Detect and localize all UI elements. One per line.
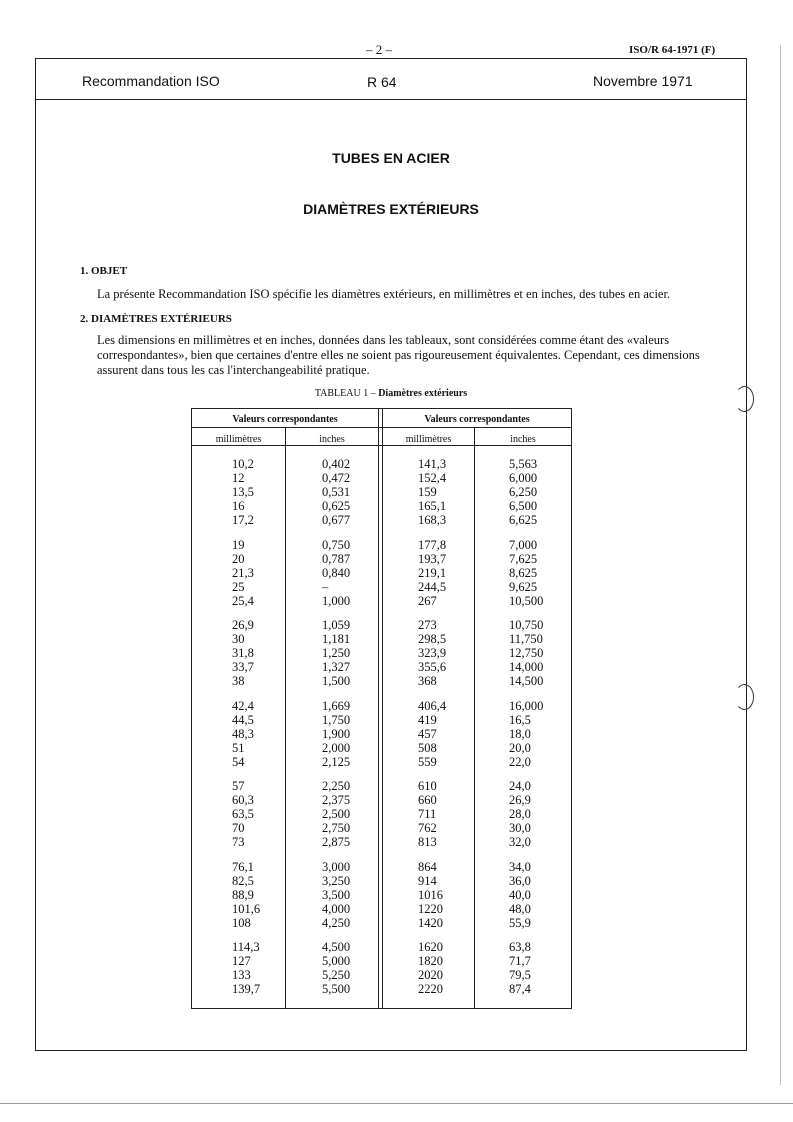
group-gap xyxy=(322,688,350,699)
table-cell: 0,472 xyxy=(322,471,351,485)
table-cell: 2,125 xyxy=(322,754,351,769)
table-cell: 42,4 xyxy=(232,698,254,713)
page-frame xyxy=(35,58,747,1051)
table-cell: 13,5 xyxy=(232,485,254,499)
table-cell: 2,375 xyxy=(322,793,351,807)
table-cell: 1,900 xyxy=(322,726,351,741)
table-cell: 1,181 xyxy=(322,632,351,646)
table-cell: 6,250 xyxy=(509,485,538,499)
table-cell: 7,000 xyxy=(509,537,538,552)
table-cell: 87,4 xyxy=(509,982,531,996)
table-cell: 18,0 xyxy=(509,726,531,741)
table-cell: 20 xyxy=(232,551,245,566)
group-gap xyxy=(322,608,350,619)
group-gap xyxy=(509,608,543,619)
table-cell: 1,000 xyxy=(322,593,351,608)
table-cell: 10,2 xyxy=(232,457,254,471)
table-cell: 273 xyxy=(418,618,437,632)
table-cell: 26,9 xyxy=(232,618,254,632)
table-cell: 8,625 xyxy=(509,565,538,580)
table-cell: 6,625 xyxy=(509,513,538,527)
table-cell: 82,5 xyxy=(232,873,254,888)
table-cell: 1420 xyxy=(418,915,443,930)
group-gap xyxy=(232,688,260,699)
table-cell: 4,000 xyxy=(322,901,351,916)
section-heading-objet: 1. OBJET xyxy=(80,265,128,277)
table-cell: 108 xyxy=(232,915,251,930)
header-date: Novembre 1971 xyxy=(593,73,693,89)
group-gap xyxy=(232,849,260,860)
group-gap xyxy=(322,930,350,941)
group-gap xyxy=(509,688,543,699)
table-cell: 133 xyxy=(232,968,251,982)
col-header-inches-left: inches xyxy=(319,434,345,445)
document-reference: ISO/R 64-1971 (F) xyxy=(629,44,716,56)
table-cell: 20,0 xyxy=(509,740,531,755)
table-cell: 10,750 xyxy=(509,618,544,632)
table-cell: 1620 xyxy=(418,940,443,954)
table-cell: 30 xyxy=(232,632,245,646)
table-cell: 5,000 xyxy=(322,954,351,968)
col-header-mm-right: millimètres xyxy=(405,434,452,445)
col-header-inches-right: inches xyxy=(510,434,536,445)
table-cell: 9,625 xyxy=(509,579,538,594)
column-mm-left xyxy=(232,457,260,996)
group-gap xyxy=(322,527,350,538)
table-cell: 0,677 xyxy=(322,513,351,527)
table-cell: 141,3 xyxy=(418,457,447,471)
section-heading-diametres: 2. DIAMÈTRES EXTÉRIEURS xyxy=(80,313,232,325)
table-caption-prefix: TABLEAU 1 – xyxy=(314,388,376,399)
table-cell: 14,000 xyxy=(509,660,544,674)
table-cell: 0,625 xyxy=(322,499,351,513)
group-gap xyxy=(418,769,446,780)
column-mm-right xyxy=(418,457,446,996)
group-gap xyxy=(418,930,446,941)
table-cell: 7,625 xyxy=(509,551,538,566)
group-header-right: Valeurs correspondantes xyxy=(424,414,530,425)
table-cell: 660 xyxy=(418,793,437,807)
table-cell: 33,7 xyxy=(232,660,254,674)
table-cell: 3,500 xyxy=(322,887,351,902)
group-gap xyxy=(509,527,543,538)
group-gap xyxy=(418,527,446,538)
table-cell: 73 xyxy=(232,835,245,849)
table-cell: 139,7 xyxy=(232,982,261,996)
header-left: Recommandation ISO xyxy=(82,73,220,89)
column-inches-left xyxy=(322,457,350,996)
table-cell: 6,000 xyxy=(509,471,538,485)
table-cell: 0,787 xyxy=(322,551,351,566)
table-cell: 2020 xyxy=(418,968,443,982)
table-cell: 2,250 xyxy=(322,779,351,793)
table-cell: 24,0 xyxy=(509,779,531,793)
group-gap xyxy=(322,849,350,860)
table-cell: 1820 xyxy=(418,954,443,968)
table-cell: 48,0 xyxy=(509,901,531,916)
table-cell: 31,8 xyxy=(232,646,254,660)
group-gap xyxy=(232,527,260,538)
table-cell: 70 xyxy=(232,821,245,835)
table-cell: 17,2 xyxy=(232,513,254,527)
table-cell: 22,0 xyxy=(509,754,531,769)
table-cell: 2,750 xyxy=(322,821,351,835)
table-cell: 3,250 xyxy=(322,873,351,888)
table-cell: 159 xyxy=(418,485,437,499)
group-gap xyxy=(418,688,446,699)
table-column-divider xyxy=(474,427,475,1008)
table-cell: 44,5 xyxy=(232,712,254,727)
table-cell: 79,5 xyxy=(509,968,531,982)
table-cell: 12,750 xyxy=(509,646,544,660)
header-bar xyxy=(36,59,746,100)
group-gap xyxy=(509,930,543,941)
table-cell: 34,0 xyxy=(509,859,531,874)
table-cell: 25,4 xyxy=(232,593,254,608)
table-cell: 63,5 xyxy=(232,807,254,821)
table-cell: 4,250 xyxy=(322,915,351,930)
table-cell: 864 xyxy=(418,859,437,874)
table-cell: 16,000 xyxy=(509,698,544,713)
table-cell: 0,402 xyxy=(322,457,351,471)
group-gap xyxy=(232,930,260,941)
table-cell: 0,750 xyxy=(322,537,351,552)
table-cell: 1,500 xyxy=(322,674,351,688)
table-cell: 0,840 xyxy=(322,565,351,580)
table-cell: 55,9 xyxy=(509,915,531,930)
table-cell: 30,0 xyxy=(509,821,531,835)
table-cell: 63,8 xyxy=(509,940,531,954)
table-cell: 101,6 xyxy=(232,901,261,916)
table-cell: 219,1 xyxy=(418,565,447,580)
table-cell: 5,563 xyxy=(509,457,538,471)
table-cell: 51 xyxy=(232,740,245,755)
table-cell: 2,500 xyxy=(322,807,351,821)
group-gap xyxy=(418,608,446,619)
table-cell: 21,3 xyxy=(232,565,254,580)
table-cell: 16,5 xyxy=(509,712,531,727)
table-cell: 114,3 xyxy=(232,940,260,954)
section-text-diametres: Les dimensions en millimètres et en inches, données dans les tableaux, sont considérées comme étant des «valeurs correspondantes», bien que certaines d'entre elles ne soient pas rigoureusement équivalentes. Cependant, ces dimensions assurent dans tous les cas l'interchangeabilité pratique. xyxy=(97,333,700,377)
table-cell: 14,500 xyxy=(509,674,544,688)
group-header-left: Valeurs correspondantes xyxy=(232,414,338,425)
table-cell: 1,669 xyxy=(322,698,351,713)
table-double-divider xyxy=(378,409,379,1008)
table-cell: 0,531 xyxy=(322,485,351,499)
table-cell: 127 xyxy=(232,954,251,968)
table-cell: 165,1 xyxy=(418,499,447,513)
table-cell: 610 xyxy=(418,779,437,793)
table-cell: 60,3 xyxy=(232,793,254,807)
document-subtitle: DIAMÈTRES EXTÉRIEURS xyxy=(303,201,479,217)
table-cell: 177,8 xyxy=(418,537,447,552)
page-bottom-rule xyxy=(0,1103,793,1104)
table-caption xyxy=(36,388,746,399)
group-gap xyxy=(509,769,543,780)
table-cell: 1220 xyxy=(418,901,443,916)
table-cell: 1,250 xyxy=(322,646,351,660)
table-cell: 32,0 xyxy=(509,835,531,849)
table-cell: 11,750 xyxy=(509,632,543,646)
table-cell: 559 xyxy=(418,754,437,769)
table-cell: 244,5 xyxy=(418,579,447,594)
table-cell: 711 xyxy=(418,807,437,821)
table-cell: 26,9 xyxy=(509,793,531,807)
table-cell: 5,500 xyxy=(322,982,351,996)
col-header-mm-left: millimètres xyxy=(215,434,262,445)
table-cell: 38 xyxy=(232,674,245,688)
table-cell: 508 xyxy=(418,740,437,755)
table-cell: 457 xyxy=(418,726,437,741)
table-cell: 406,4 xyxy=(418,698,447,713)
table-cell: 1,059 xyxy=(322,618,351,632)
diameters-table xyxy=(191,408,572,1009)
table-cell: 71,7 xyxy=(509,954,531,968)
table-cell: 2,875 xyxy=(322,835,351,849)
table-cell: 3,000 xyxy=(322,859,351,874)
page-number: – 2 – xyxy=(366,42,392,57)
table-cell: 2220 xyxy=(418,982,443,996)
table-cell: 57 xyxy=(232,779,245,793)
table-cell: 48,3 xyxy=(232,726,254,741)
table-cell: 168,3 xyxy=(418,513,447,527)
table-cell: 419 xyxy=(418,712,437,727)
table-cell: 4,500 xyxy=(322,940,351,954)
table-cell: 40,0 xyxy=(509,887,531,902)
table-cell: 16 xyxy=(232,499,245,513)
table-column-divider xyxy=(285,427,286,1008)
binder-hole-icon xyxy=(735,386,754,412)
table-cell: 1,327 xyxy=(322,660,351,674)
table-cell: 762 xyxy=(418,821,437,835)
table-cell: 6,500 xyxy=(509,499,538,513)
table-cell: 12 xyxy=(232,471,245,485)
table-cell: 368 xyxy=(418,674,437,688)
group-gap xyxy=(322,769,350,780)
group-gap xyxy=(418,849,446,860)
table-cell: 298,5 xyxy=(418,632,447,646)
table-cell: 1016 xyxy=(418,887,443,902)
table-cell: 914 xyxy=(418,873,437,888)
document-title: TUBES EN ACIER xyxy=(332,150,450,166)
page-edge-rule xyxy=(780,45,781,1085)
table-cell: 813 xyxy=(418,835,437,849)
table-cell: 355,6 xyxy=(418,660,447,674)
table-cell: 193,7 xyxy=(418,551,447,566)
table-cell: 28,0 xyxy=(509,807,531,821)
table-cell: 36,0 xyxy=(509,873,531,888)
table-cell: 10,500 xyxy=(509,593,544,608)
table-cell: 267 xyxy=(418,593,437,608)
group-gap xyxy=(232,769,260,780)
table-cell: 152,4 xyxy=(418,471,447,485)
table-cell: 88,9 xyxy=(232,887,254,902)
table-cell: 1,750 xyxy=(322,712,351,727)
binder-hole-icon xyxy=(735,684,754,710)
group-gap xyxy=(232,608,260,619)
section-text-objet: La présente Recommandation ISO spécifie les diamètres extérieurs, en millimètres et en inches, des tubes en acier. xyxy=(97,287,671,301)
table-cell: 5,250 xyxy=(322,968,351,982)
table-double-divider xyxy=(382,409,383,1008)
table-cell: 19 xyxy=(232,537,245,552)
header-standard-number: R 64 xyxy=(367,74,397,90)
table-cell: 54 xyxy=(232,754,245,769)
group-gap xyxy=(509,849,543,860)
table-cell: – xyxy=(322,579,329,594)
table-cell: 25 xyxy=(232,579,245,594)
table-caption-title: Diamètres extérieurs xyxy=(378,388,468,399)
table-cell: 323,9 xyxy=(418,646,447,660)
table-cell: 2,000 xyxy=(322,740,351,755)
table-cell: 76,1 xyxy=(232,859,254,874)
column-inches-right xyxy=(509,457,543,996)
